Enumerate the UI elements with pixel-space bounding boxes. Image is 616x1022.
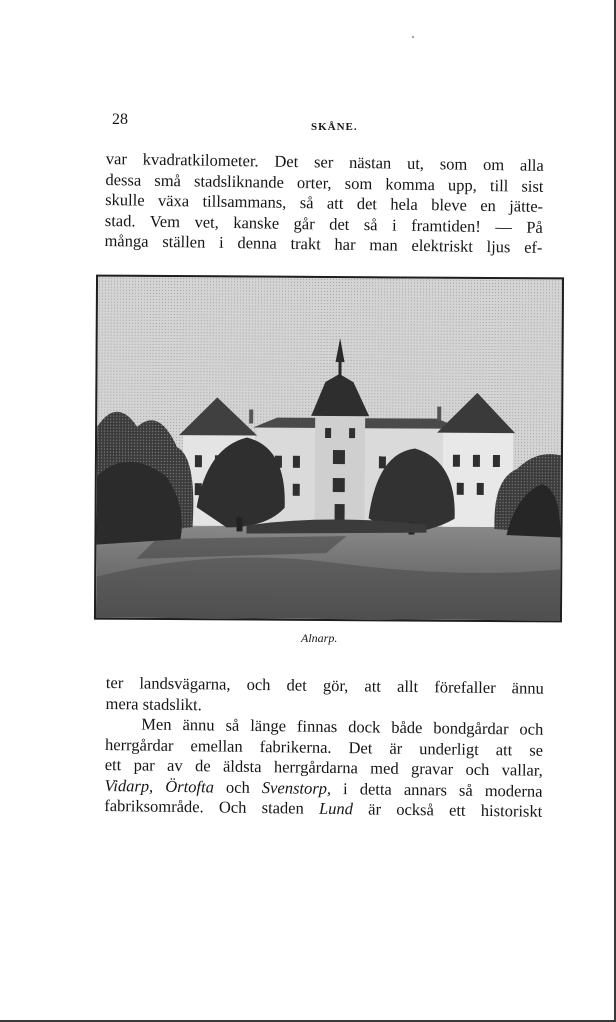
text-line: stad. Vem vet, kanske går det så i framtiden! — På — [104, 210, 543, 237]
figure-caption: Alnarp. — [301, 631, 338, 645]
place-name-ortofta: Örtofta — [165, 776, 215, 796]
text-line-start: fabriksområde. Och staden — [104, 795, 304, 818]
text-line: ter landsvägarna, och det gör, att allt förefaller ännu — [105, 673, 544, 698]
text-line: Men ännu så länge finnas dock både bondgårdar och — [141, 714, 544, 739]
page-number: 28 — [112, 111, 128, 128]
text-line: skulle växa tillsammans, så att det hela bleve en jätte- — [105, 189, 544, 216]
text-line: ett par av de äldsta herrgårdarna med gravar och vallar, — [104, 754, 543, 780]
text-och: och — [225, 777, 250, 797]
text-line — [104, 796, 542, 822]
text-line-rest: i detta annars så moderna — [343, 778, 543, 801]
text-line: herrgårdar emellan fabrikerna. Det är underligt att se — [104, 734, 544, 760]
place-name-vidarp: Vidarp, — [104, 775, 154, 796]
text-line: var kvadratkilometer. Det ser nästan ut, som om alla — [105, 149, 544, 175]
paper-speck — [412, 36, 414, 38]
text-line: mera stadslikt. — [105, 693, 202, 714]
paragraph-top — [104, 149, 544, 258]
text-line-rest: är också ett historiskt — [368, 799, 543, 821]
text-line: många ställen i denna trakt har man elektriskt ljus ef- — [104, 230, 543, 257]
photo-alnarp-castle — [94, 275, 564, 623]
text-line: dessa små stadsliknande orter, som komma upp, till sist — [105, 169, 544, 196]
paragraph-bottom — [104, 673, 544, 822]
running-head: SKÅNE. — [311, 121, 358, 133]
place-name-lund: Lund — [318, 798, 354, 819]
place-name-svenstorp: Svenstorp, — [261, 777, 332, 798]
